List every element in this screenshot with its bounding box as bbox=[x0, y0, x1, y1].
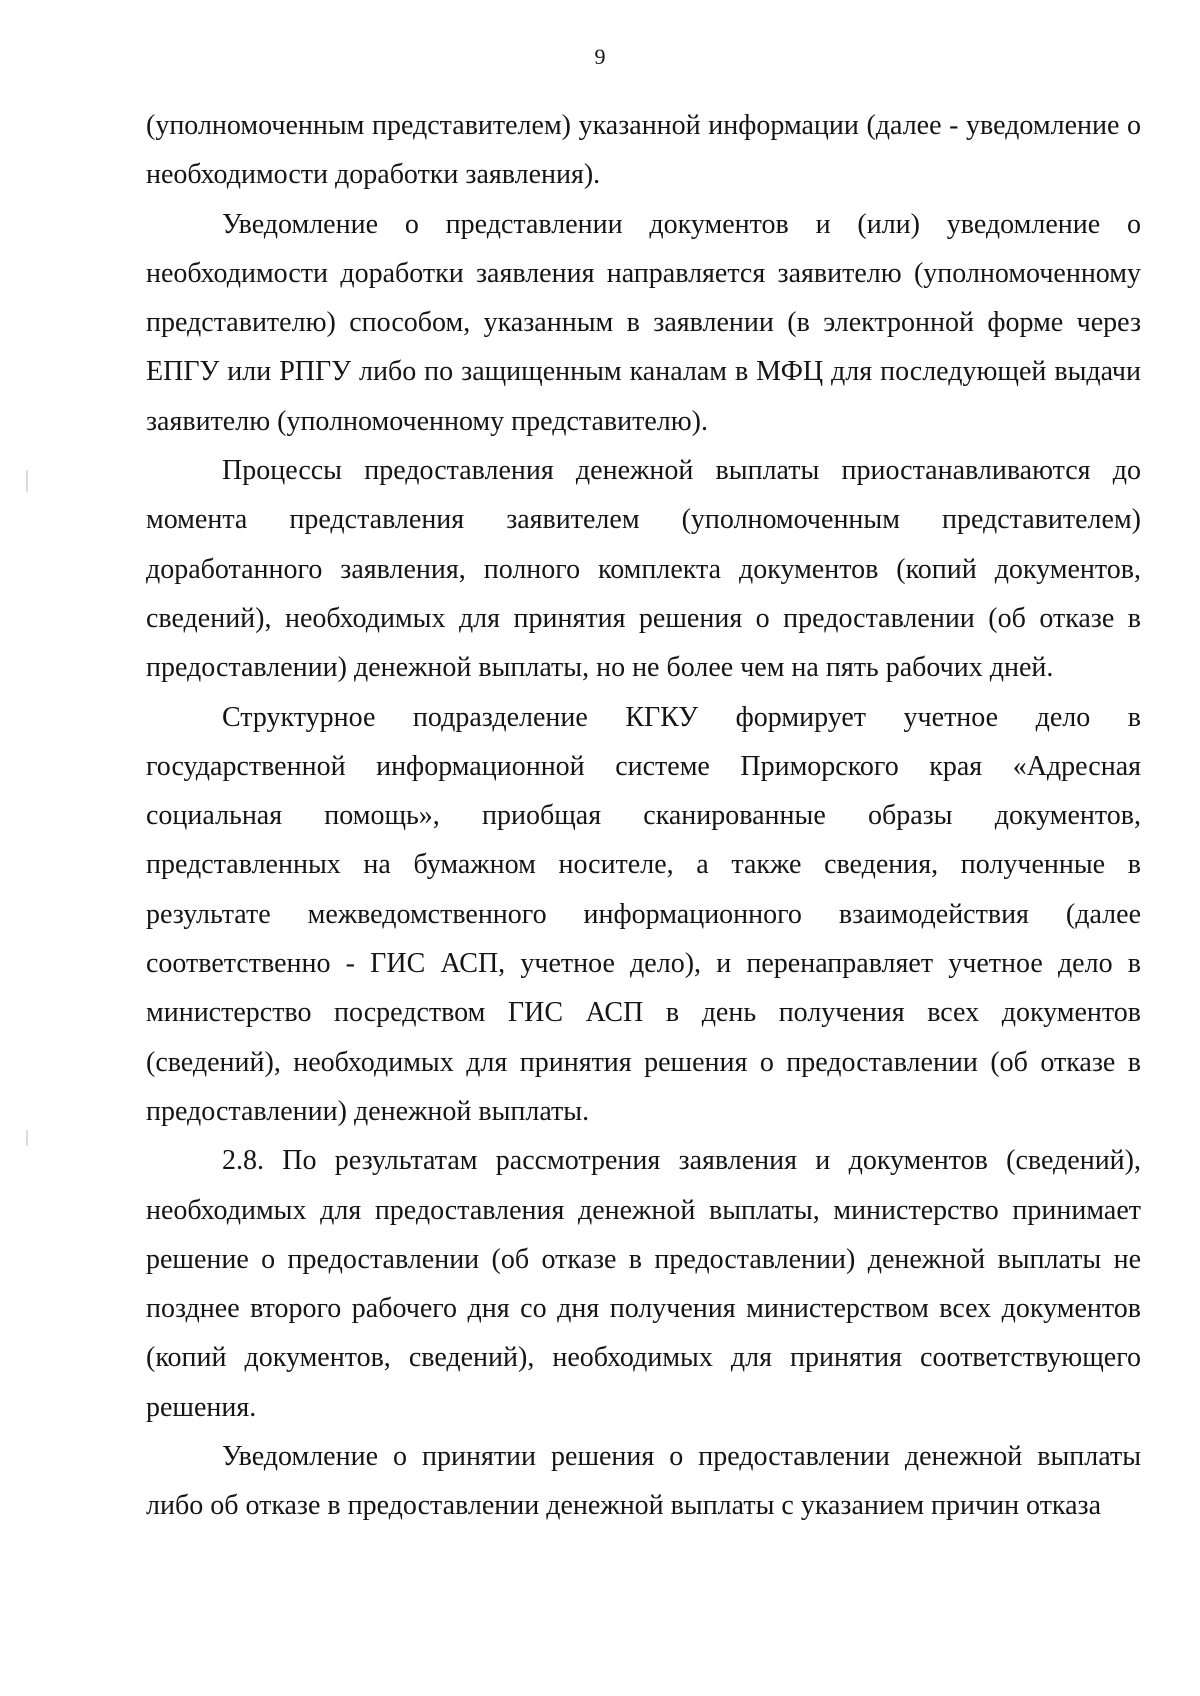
paragraph-notification-method: Уведомление о представлении документов и (или) уведомление о необходимости доработки заявления направляется заявителю (уполномоченному представителю) способом, указанным в заявлении (в электронной форме через ЕПГУ или РПГУ либо по защищенным каналам в МФЦ для последующей выдачи заявителю (уполномоченному представителю). bbox=[146, 208, 1141, 437]
paragraph-continuation: (уполномоченным представителем) указанной информации (далее - уведомление о необходимости доработки заявления). bbox=[146, 110, 1141, 191]
page-number: 9 bbox=[594, 44, 606, 69]
paragraph-section-2-8: 2.8. По результатам рассмотрения заявления и документов (сведений), необходимых для предоставления денежной выплаты, министерство принимает решение о предоставлении (об отказе в предоставлении) денежной выплаты не позднее второго рабочего дня со дня получения министерством всех документов (копий документов, сведений), необходимых для принятия соответствующего решения. bbox=[146, 1145, 1141, 1423]
paragraph-decision-notice: Уведомление о принятии решения о предоставлении денежной выплаты либо об отказе в предоставлении денежной выплаты с указанием причин отказа bbox=[146, 1441, 1141, 1522]
scan-margin-mark bbox=[26, 1130, 28, 1146]
paragraph-case-file: Структурное подразделение КГКУ формирует учетное дело в государственной информационной системе Приморского края «Адресная социальная помощь», приобщая сканированные образы документов, представленных на бумажном носителе, а также сведения, полученные в результате межведомственного информационного взаимодействия (далее соответственно - ГИС АСП, учетное дело), и перенаправляет учетное дело в министерство посредством ГИС АСП в день получения всех документов (сведений), необходимых для принятия решения о предоставлении (об отказе в предоставлении) денежной выплаты. bbox=[146, 701, 1141, 1127]
paragraph-suspension: Процессы предоставления денежной выплаты приостанавливаются до момента представления заявителем (уполномоченным представителем) доработанного заявления, полного комплекта документов (копий документов, сведений), необходимых для принятия решения о предоставлении (об отказе в предоставлении) денежной выплаты, но не более чем на пять рабочих дней. bbox=[146, 455, 1141, 684]
document-body bbox=[146, 101, 1141, 1531]
scan-margin-mark bbox=[26, 470, 28, 492]
